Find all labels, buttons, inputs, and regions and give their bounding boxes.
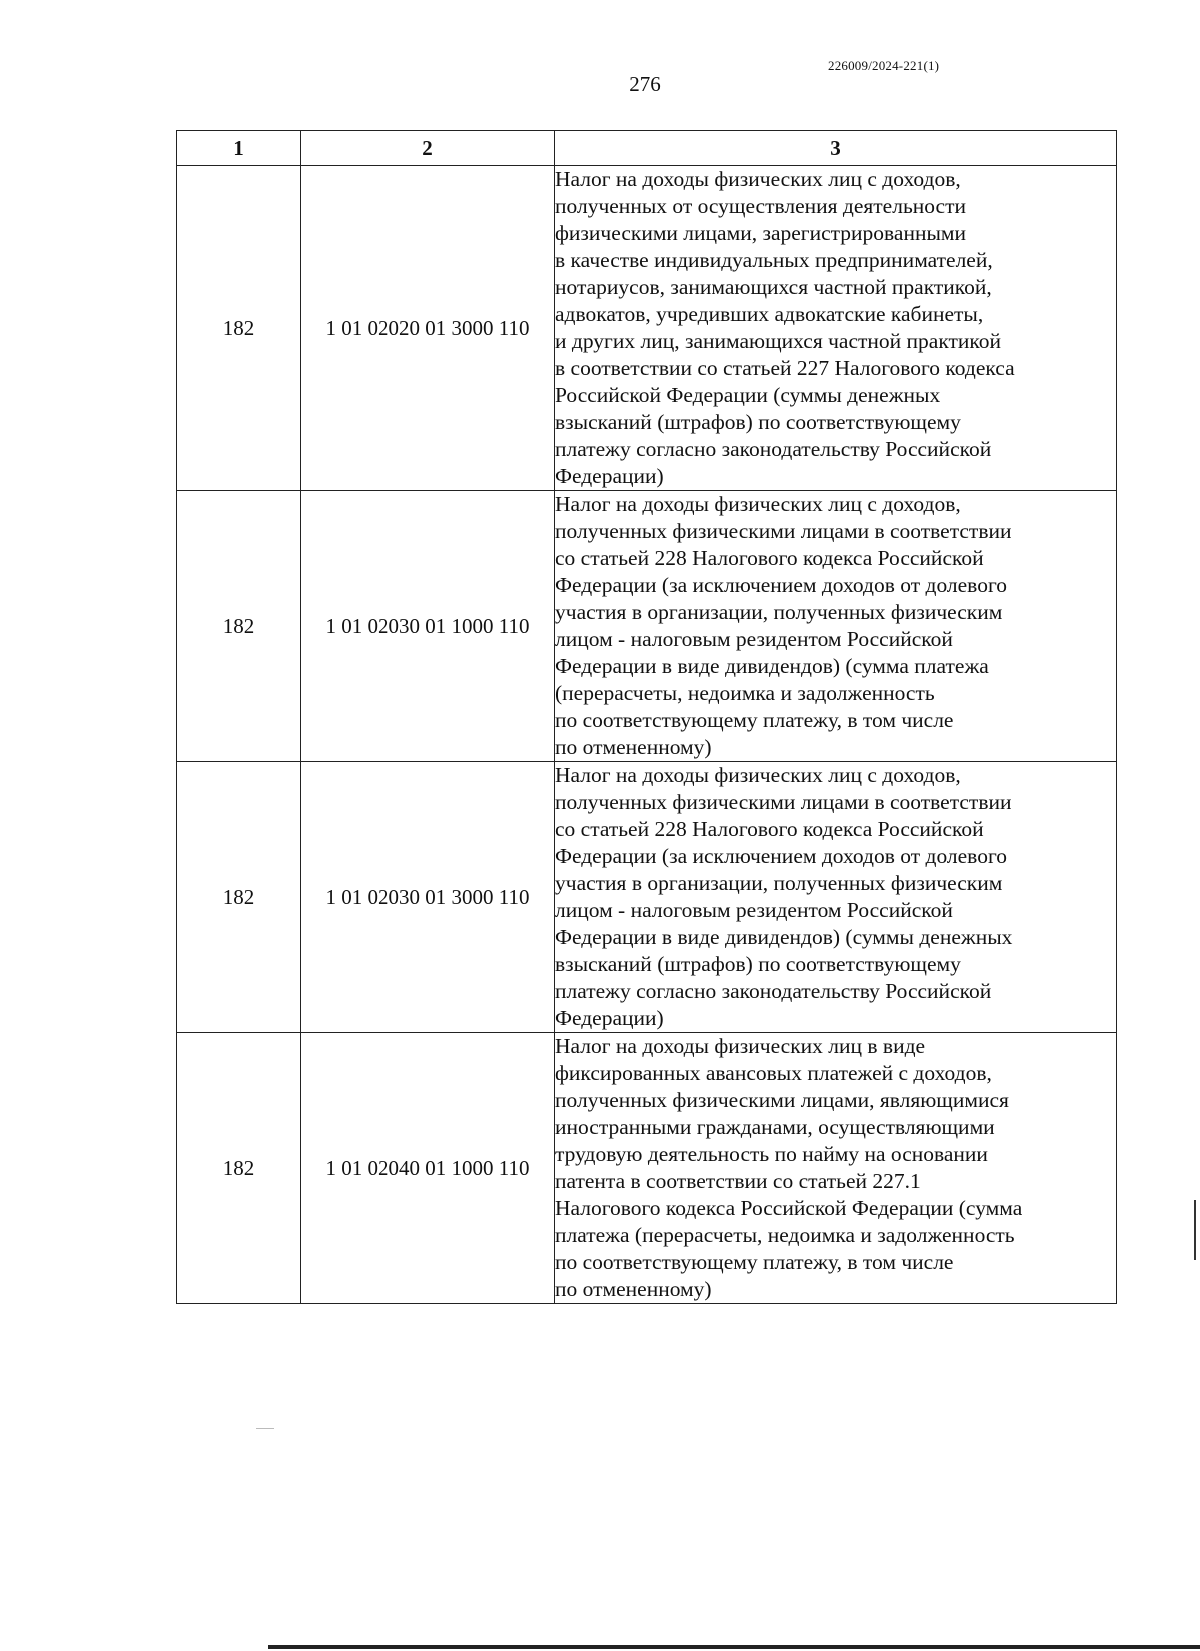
budget-classification-table [176,130,1117,1304]
admin-code-cell: 182 [177,491,301,762]
description-line: физическими лицами, зарегистрированными [555,221,967,245]
description-line: иностранными гражданами, осуществляющими [555,1115,995,1139]
description-line: полученных физическими лицами в соответствии [555,790,1012,814]
description-line: адвокатов, учредивших адвокатские кабинеты, [555,302,984,326]
description-line: по отмененному) [555,735,712,759]
description-line: Налогового кодекса Российской Федерации (сумма [555,1196,1023,1220]
description-line: Федерации в виде дивидендов) (сумма платежа [555,654,989,678]
description-line: полученных от осуществления деятельности [555,194,966,218]
admin-code-cell: 182 [177,762,301,1033]
description-line: в качестве индивидуальных предпринимателей, [555,248,993,272]
description-line: лицом - налоговым резидентом Российской [555,627,953,651]
kbk-code-cell: 1 01 02020 01 3000 110 [301,166,555,491]
description-line: Федерации) [555,464,664,488]
description-cell [555,1033,1117,1304]
description-line: фиксированных авансовых платежей с доходов, [555,1061,992,1085]
table-row [177,491,1117,762]
description-line: взысканий (штрафов) по соответствующему [555,952,961,976]
scan-bottom-edge [268,1645,1200,1649]
table-row [177,166,1117,491]
description-line: по соответствующему платежу, в том числе [555,708,954,732]
description-cell [555,762,1117,1033]
description-line: нотариусов, занимающихся частной практикой, [555,275,992,299]
kbk-code-cell: 1 01 02030 01 3000 110 [301,762,555,1033]
table-row [177,762,1117,1033]
description-line: трудовую деятельность по найму на основании [555,1142,988,1166]
description-line: лицом - налоговым резидентом Российской [555,898,953,922]
kbk-code-cell: 1 01 02040 01 1000 110 [301,1033,555,1304]
description-line: Налог на доходы физических лиц с доходов, [555,167,961,191]
description-line: платежа (перерасчеты, недоимка и задолженность [555,1223,1015,1247]
description-line: Налог на доходы физических лиц с доходов, [555,763,961,787]
description-line: участия в организации, полученных физическим [555,871,1003,895]
kbk-code-cell: 1 01 02030 01 1000 110 [301,491,555,762]
description-line: платежу согласно законодательству Российской [555,437,992,461]
table-row [177,1033,1117,1304]
admin-code-cell: 182 [177,1033,301,1304]
description-line: полученных физическими лицами, являющимися [555,1088,1009,1112]
description-cell [555,491,1117,762]
description-line: Федерации (за исключением доходов от долевого [555,573,1007,597]
description-line: по отмененному) [555,1277,712,1301]
description-line: взысканий (штрафов) по соответствующему [555,410,961,434]
page-number: 276 [629,72,661,96]
description-line: Налог на доходы физических лиц с доходов, [555,492,961,516]
description-line: Российской Федерации (суммы денежных [555,383,941,407]
description-line: патента в соответствии со статьей 227.1 [555,1169,921,1193]
column-header-2: 2 [301,131,555,166]
column-header-1: 1 [177,131,301,166]
description-line: и других лиц, занимающихся частной практикой [555,329,1001,353]
scan-speck [256,1428,274,1429]
description-line: Федерации (за исключением доходов от долевого [555,844,1007,868]
description-cell [555,166,1117,491]
description-line: Федерации) [555,1006,664,1030]
scan-edge-mark [1194,1200,1196,1260]
admin-code-cell: 182 [177,166,301,491]
description-line: (перерасчеты, недоимка и задолженность [555,681,935,705]
document-reference: 226009/2024-221(1) [828,58,940,73]
description-line: полученных физическими лицами в соответствии [555,519,1012,543]
column-header-3: 3 [555,131,1117,166]
description-line: по соответствующему платежу, в том числе [555,1250,954,1274]
description-line: Налог на доходы физических лиц в виде [555,1034,926,1058]
description-line: в соответствии со статьей 227 Налогового кодекса [555,356,1015,380]
description-line: со статьей 228 Налогового кодекса Российской [555,817,984,841]
table-header-row [177,131,1117,166]
description-line: Федерации в виде дивидендов) (суммы денежных [555,925,1013,949]
description-line: со статьей 228 Налогового кодекса Российской [555,546,984,570]
description-line: участия в организации, полученных физическим [555,600,1003,624]
description-line: платежу согласно законодательству Российской [555,979,992,1003]
